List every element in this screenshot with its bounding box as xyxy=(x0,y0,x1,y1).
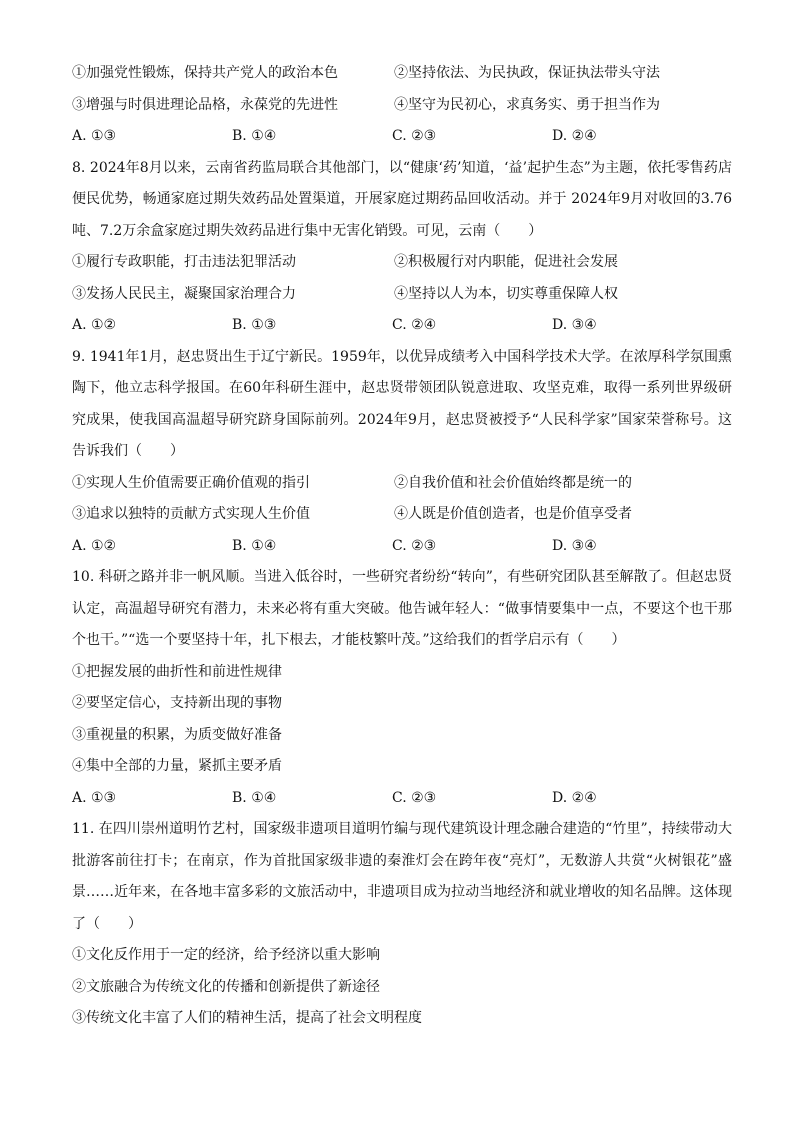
exam-page xyxy=(72,58,732,1035)
q7-choice-a: A. ①③ xyxy=(72,128,117,144)
q7-option-3: ③增强与时俱进理论品格，永葆党的先进性 xyxy=(72,96,338,113)
q10-option-3: ③重视量的积累，为质变做好准备 xyxy=(72,726,282,743)
q9-choice-b: B. ①④ xyxy=(232,537,277,554)
q7-choice-b: B. ①④ xyxy=(232,128,277,144)
q8-option-4: ④坚持以人为本，切实尊重保障人权 xyxy=(394,285,618,302)
q10-choice-d: D. ②④ xyxy=(552,789,597,806)
q10-choice-a: A. ①③ xyxy=(72,789,117,806)
q9-option-4: ④人既是价值创造者，也是价值享受者 xyxy=(394,506,632,522)
q10-choice-c: C. ②③ xyxy=(392,789,437,806)
q7-options-row-1 xyxy=(72,58,732,90)
q7-choice-c: C. ②③ xyxy=(392,128,437,144)
q8-options-row-2 xyxy=(72,279,732,311)
q10-option-1: ①把握发展的曲折性和前进性规律 xyxy=(72,663,282,680)
q11-option-3: ③传统文化丰富了人们的精神生活，提高了社会文明程度 xyxy=(72,1010,422,1026)
q11-option-1: ①文化反作用于一定的经济，给予经济以重大影响 xyxy=(72,947,380,963)
q7-option-2: ②坚持依法、为民执政，保证执法带头守法 xyxy=(394,65,660,81)
q7-option-1: ①加强党性锻炼，保持共产党人的政治本色 xyxy=(72,65,338,81)
q8-option-1: ①履行专政职能，打击违法犯罪活动 xyxy=(72,254,296,270)
q9-option-3: ③追求以独特的贡献方式实现人生价值 xyxy=(72,506,310,522)
q9-stem: 9. 1941年1月，赵忠贤出生于辽宁新民。1959年，以优异成绩考入中国科学技术大学。在浓厚科学氛围熏陶下，他立志科学报国。在60年科研生涯中，赵忠贤带领团队锐意进取、攻坚克难，取得一系列世界级研究成果，使我国高温超导研究跻身国际前列。2024年9月，赵忠贤被授予“人民科学家”国家荣誉称号。这告诉我们（ ） xyxy=(72,348,732,459)
q9-options-row-2 xyxy=(72,499,732,531)
q9-choice-d: D. ③④ xyxy=(552,537,597,554)
q10-choice-b: B. ①④ xyxy=(232,789,277,806)
q11-option-2: ②文旅融合为传统文化的传播和创新提供了新途径 xyxy=(72,978,380,995)
q7-option-4: ④坚守为民初心，求真务实、勇于担当作为 xyxy=(394,96,660,113)
q7-choice-d: D. ②④ xyxy=(552,128,597,144)
q9-choice-c: C. ②③ xyxy=(392,537,437,554)
q8-stem: 8. 2024年8月以来，云南省药监局联合其他部门，以“健康‘药’知道，‘益’起护生态”为主题，依托零售药店便民优势，畅通家庭过期失效药品处置渠道，开展家庭过期药品回收活动。并于 2024年9月对收回的3.76吨、7.2万余盒家庭过期失效药品进行集中无害化销毁。可见，云南（ ） xyxy=(72,159,732,239)
q10-stem: 10. 科研之路并非一帆风顺。当进入低谷时，一些研究者纷纷“转向”，有些研究团队甚至解散了。但赵忠贤认定，高温超导研究有潜力，未来必将有重大突破。他告诫年轻人：“做事情要集中一点，不要这个也干那个也干。”“选一个要坚持十年，扎下根去，才能枝繁叶茂。”这给我们的哲学启示有（ ） xyxy=(72,569,732,648)
q9-option-2: ②自我价值和社会价值始终都是统一的 xyxy=(394,474,632,491)
q10-option-4: ④集中全部的力量，紧抓主要矛盾 xyxy=(72,758,282,774)
q10-choices xyxy=(72,783,732,815)
q7-options-row-2 xyxy=(72,90,732,122)
q9-option-1: ①实现人生价值需要正确价值观的指引 xyxy=(72,474,310,491)
q8-choice-d: D. ③④ xyxy=(552,317,597,333)
q8-option-3: ③发扬人民民主，凝聚国家治理合力 xyxy=(72,285,296,302)
q10-option-2: ②要坚定信心，支持新出现的事物 xyxy=(72,695,282,711)
q8-choice-b: B. ①③ xyxy=(232,317,277,333)
q9-choices xyxy=(72,531,732,563)
q9-options-row-1 xyxy=(72,468,732,500)
q11-stem: 11. 在四川崇州道明竹艺村，国家级非遗项目道明竹编与现代建筑设计理念融合建造的“竹里”，持续带动大批游客前往打卡；在南京，作为首批国家级非遗的秦淮灯会在跨年夜“亮灯”，无数游人共赏“火树银花”盛景……近年来，在各地丰富多彩的文旅活动中，非遗项目成为拉动当地经济和就业增收的知名品牌。这体现了（ ） xyxy=(72,821,732,932)
q9-choice-a: A. ①② xyxy=(72,537,117,554)
q8-choice-a: A. ①② xyxy=(72,317,117,333)
q8-choice-c: C. ②④ xyxy=(392,317,437,333)
q8-option-2: ②积极履行对内职能，促进社会发展 xyxy=(394,254,618,270)
q8-choices xyxy=(72,310,732,342)
q8-options-row-1 xyxy=(72,247,732,279)
q7-choices xyxy=(72,121,732,153)
